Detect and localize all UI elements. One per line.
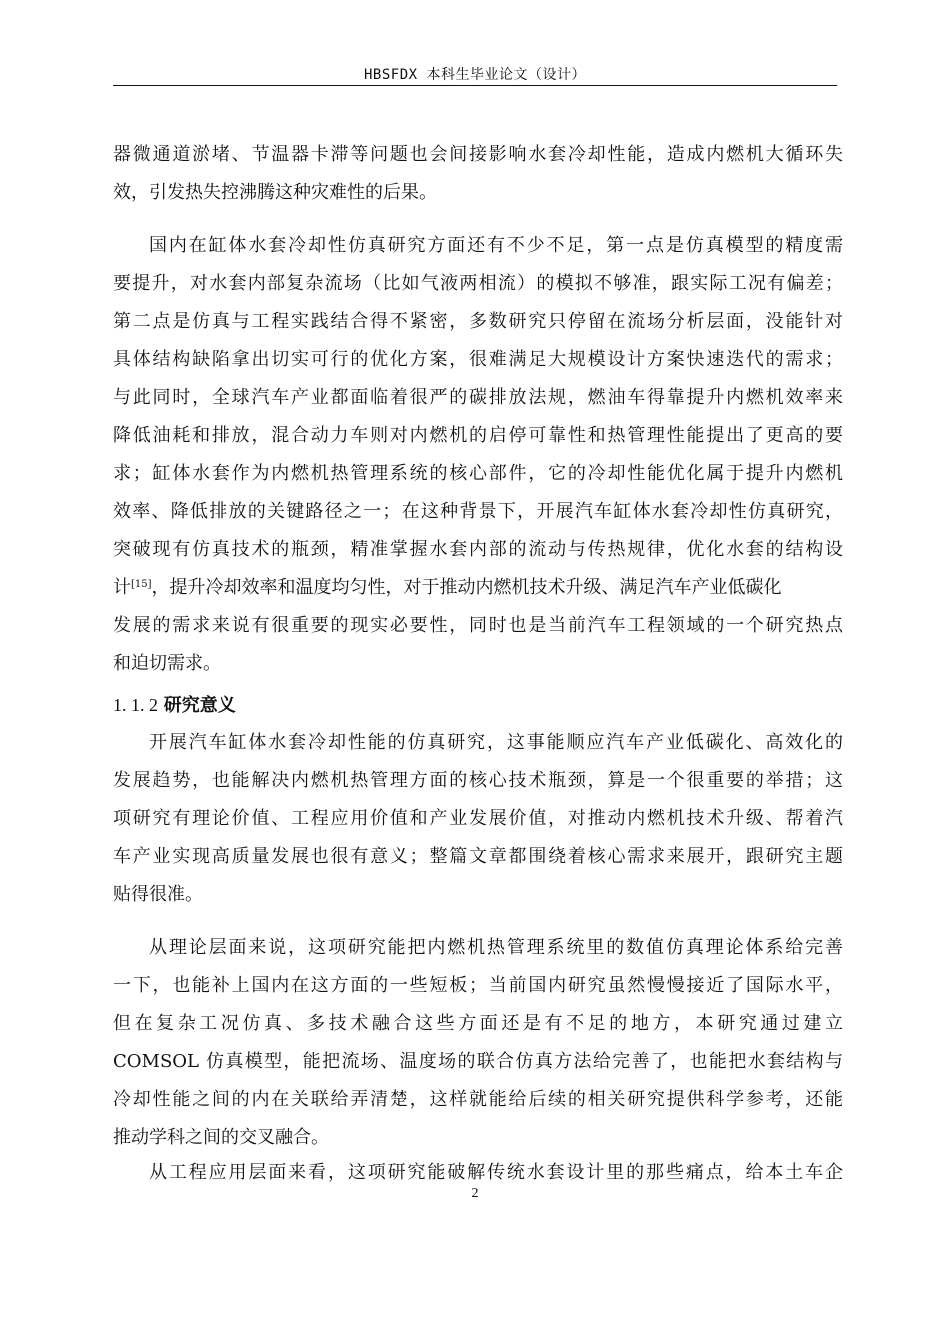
text-line: 要提升，对水套内部复杂流场（比如气液两相流）的模拟不够准，跟实际工况有偏差； [113,273,843,294]
text-line-with-citation [113,573,843,603]
page-header: HBSFDX 本科生毕业论文（设计） [363,67,586,83]
citation: [15] [131,579,152,590]
text-fragment: ，提升冷却效率和温度均匀性，对于推动内燃机技术升级、满足汽车产业低碳化 [151,577,782,598]
text-line: 求；缸体水套作为内燃机热管理系统的核心部件，它的冷却性能优化属于提升内燃机 [113,463,843,484]
section-heading [113,690,843,720]
text-line: 一下，也能补上国内在这方面的一些短板；当前国内研究虽然慢慢接近了国际水平， [113,975,843,996]
text-line: 国内在缸体水套冷却性仿真研究方面还有不少不足，第一点是仿真模型的精度需 [149,235,843,256]
text-line: 但在复杂工况仿真、多技术融合这些方面还是有不足的地方，本研究通过建立 [113,1013,843,1034]
header-rule [113,85,837,86]
text-line: 推动学科之间的交叉融合。 [113,1127,329,1148]
text-line: 车产业实现高质量发展也很有意义；整篇文章都围绕着核心需求来展开，跟研究主题 [113,846,843,867]
text-line: 发展的需求来说有很重要的现实必要性，同时也是当前汽车工程领域的一个研究热点 [113,615,843,636]
text-line: 贴得很准。 [113,884,203,905]
text-line: 从工程应用层面来看，这项研究能破解传统水套设计里的那些痛点，给本土车企 [149,1162,843,1183]
text-line: 突破现有仿真技术的瓶颈，精准掌握水套内部的流动与传热规律，优化水套的结构设 [113,539,843,560]
text-line: 和迫切需求。 [113,653,221,674]
text-line: 从理论层面来说，这项研究能把内燃机热管理系统里的数值仿真理论体系给完善 [149,937,843,958]
text-line: 第二点是仿真与工程实践结合得不紧密，多数研究只停留在流场分析层面，没能针对 [113,311,843,332]
text-line: 降低油耗和排放，混合动力车则对内燃机的启停可靠性和热管理性能提出了更高的要 [113,425,843,446]
text-line: 器微通道淤堵、节温器卡滞等问题也会间接影响水套冷却性能，造成内燃机大循环失 [113,144,843,165]
page-number: 2 [471,1186,479,1201]
text-line: 冷却性能之间的内在关联给弄清楚，这样就能给后续的相关研究提供科学参考，还能 [113,1089,843,1110]
text-line: 具体结构缺陷拿出切实可行的优化方案，很难满足大规模设计方案快速迭代的需求； [113,349,843,370]
text-line: 效，引发热失控沸腾这种灾难性的后果。 [113,182,437,203]
text-line: 项研究有理论价值、工程应用价值和产业发展价值，对推动内燃机技术升级、帮着汽 [113,808,843,829]
text-line: 开展汽车缸体水套冷却性能的仿真研究，这事能顺应汽车产业低碳化、高效化的 [149,732,843,753]
text-line: 与此同时，全球汽车产业都面临着很严的碳排放法规，燃油车得靠提升内燃机效率来 [113,387,843,408]
text-line: 发展趋势，也能解决内燃机热管理方面的核心技术瓶颈，算是一个很重要的举措；这 [113,770,843,791]
section-title: 研究意义 [163,695,236,716]
text-line: COMSOL 仿真模型，能把流场、温度场的联合仿真方法给完善了，也能把水套结构与 [113,1051,843,1072]
section-number: 1. 1. 2 [113,695,158,715]
text-fragment: 计 [113,577,131,598]
text-line: 效率、降低排放的关键路径之一；在这种背景下，开展汽车缸体水套冷却性仿真研究， [113,501,843,522]
